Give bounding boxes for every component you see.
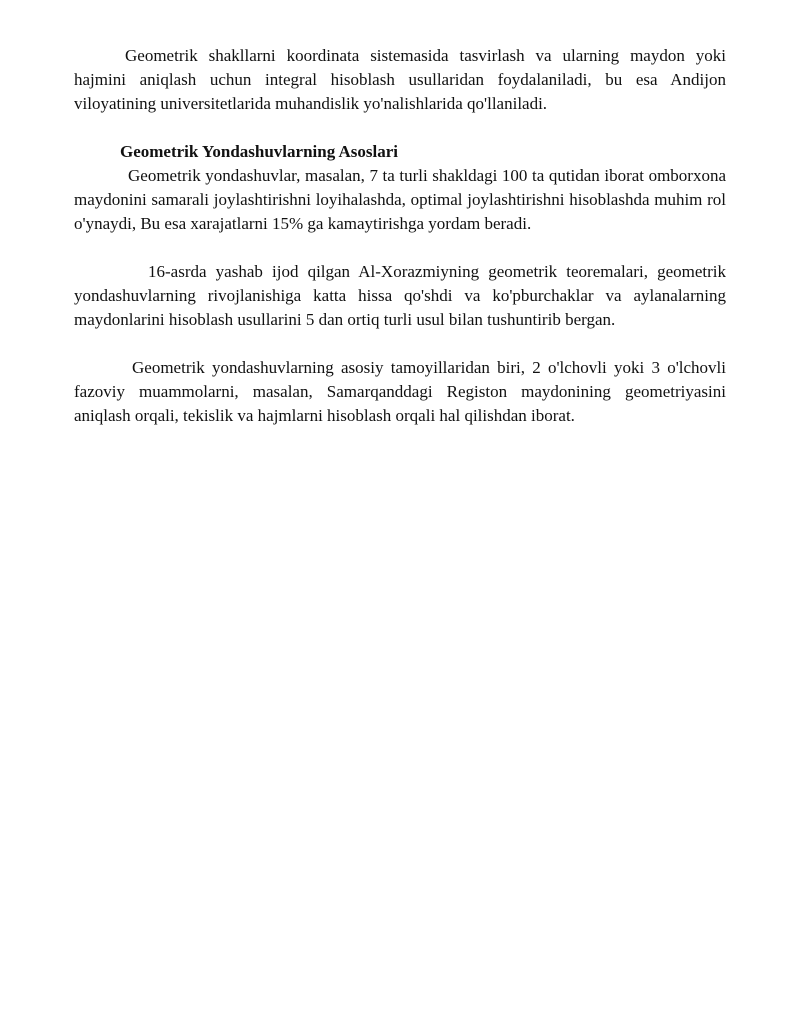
document-body	[74, 44, 726, 428]
paragraph-intro: Geometrik shakllarni koordinata sistemasida tasvirlash va ularning maydon yoki hajmini aniqlash uchun integral hisoblash usullaridan foydalaniladi, bu esa Andijon viloyatining universitetlarida muhandislik yo'nalishlarida qo'llaniladi.	[74, 46, 726, 113]
paragraph-warehouse: Geometrik yondashuvlar, masalan, 7 ta turli shakldagi 100 ta qutidan iborat omborxona maydonini samarali joylashtirishni loyihalashda, optimal joylashtirishni hisoblashda muhim rol o'ynaydi, Bu esa xarajatlarni 15% ga kamaytirishga yordam beradi.	[74, 166, 726, 233]
paragraph-principles: Geometrik yondashuvlarning asosiy tamoyillaridan biri, 2 o'lchovli yoki 3 o'lchovli fazoviy muammolarni, masalan, Samarqanddagi Registon maydonining geometriyasini aniqlash orqali, tekislik va hajmlarni hisoblash orqali hal qilishdan iborat.	[74, 358, 726, 425]
section-heading: Geometrik Yondashuvlarning Asoslari	[120, 142, 399, 161]
paragraph-al-khwarizmi: 16-asrda yashab ijod qilgan Al-Xorazmiyning geometrik teoremalari, geometrik yondashuvlarning rivojlanishiga katta hissa qo'shdi va ko'pburchaklar va aylanalarning maydonlarini hisoblash usullarini 5 dan ortiq turli usul bilan tushuntirib bergan.	[74, 262, 726, 329]
